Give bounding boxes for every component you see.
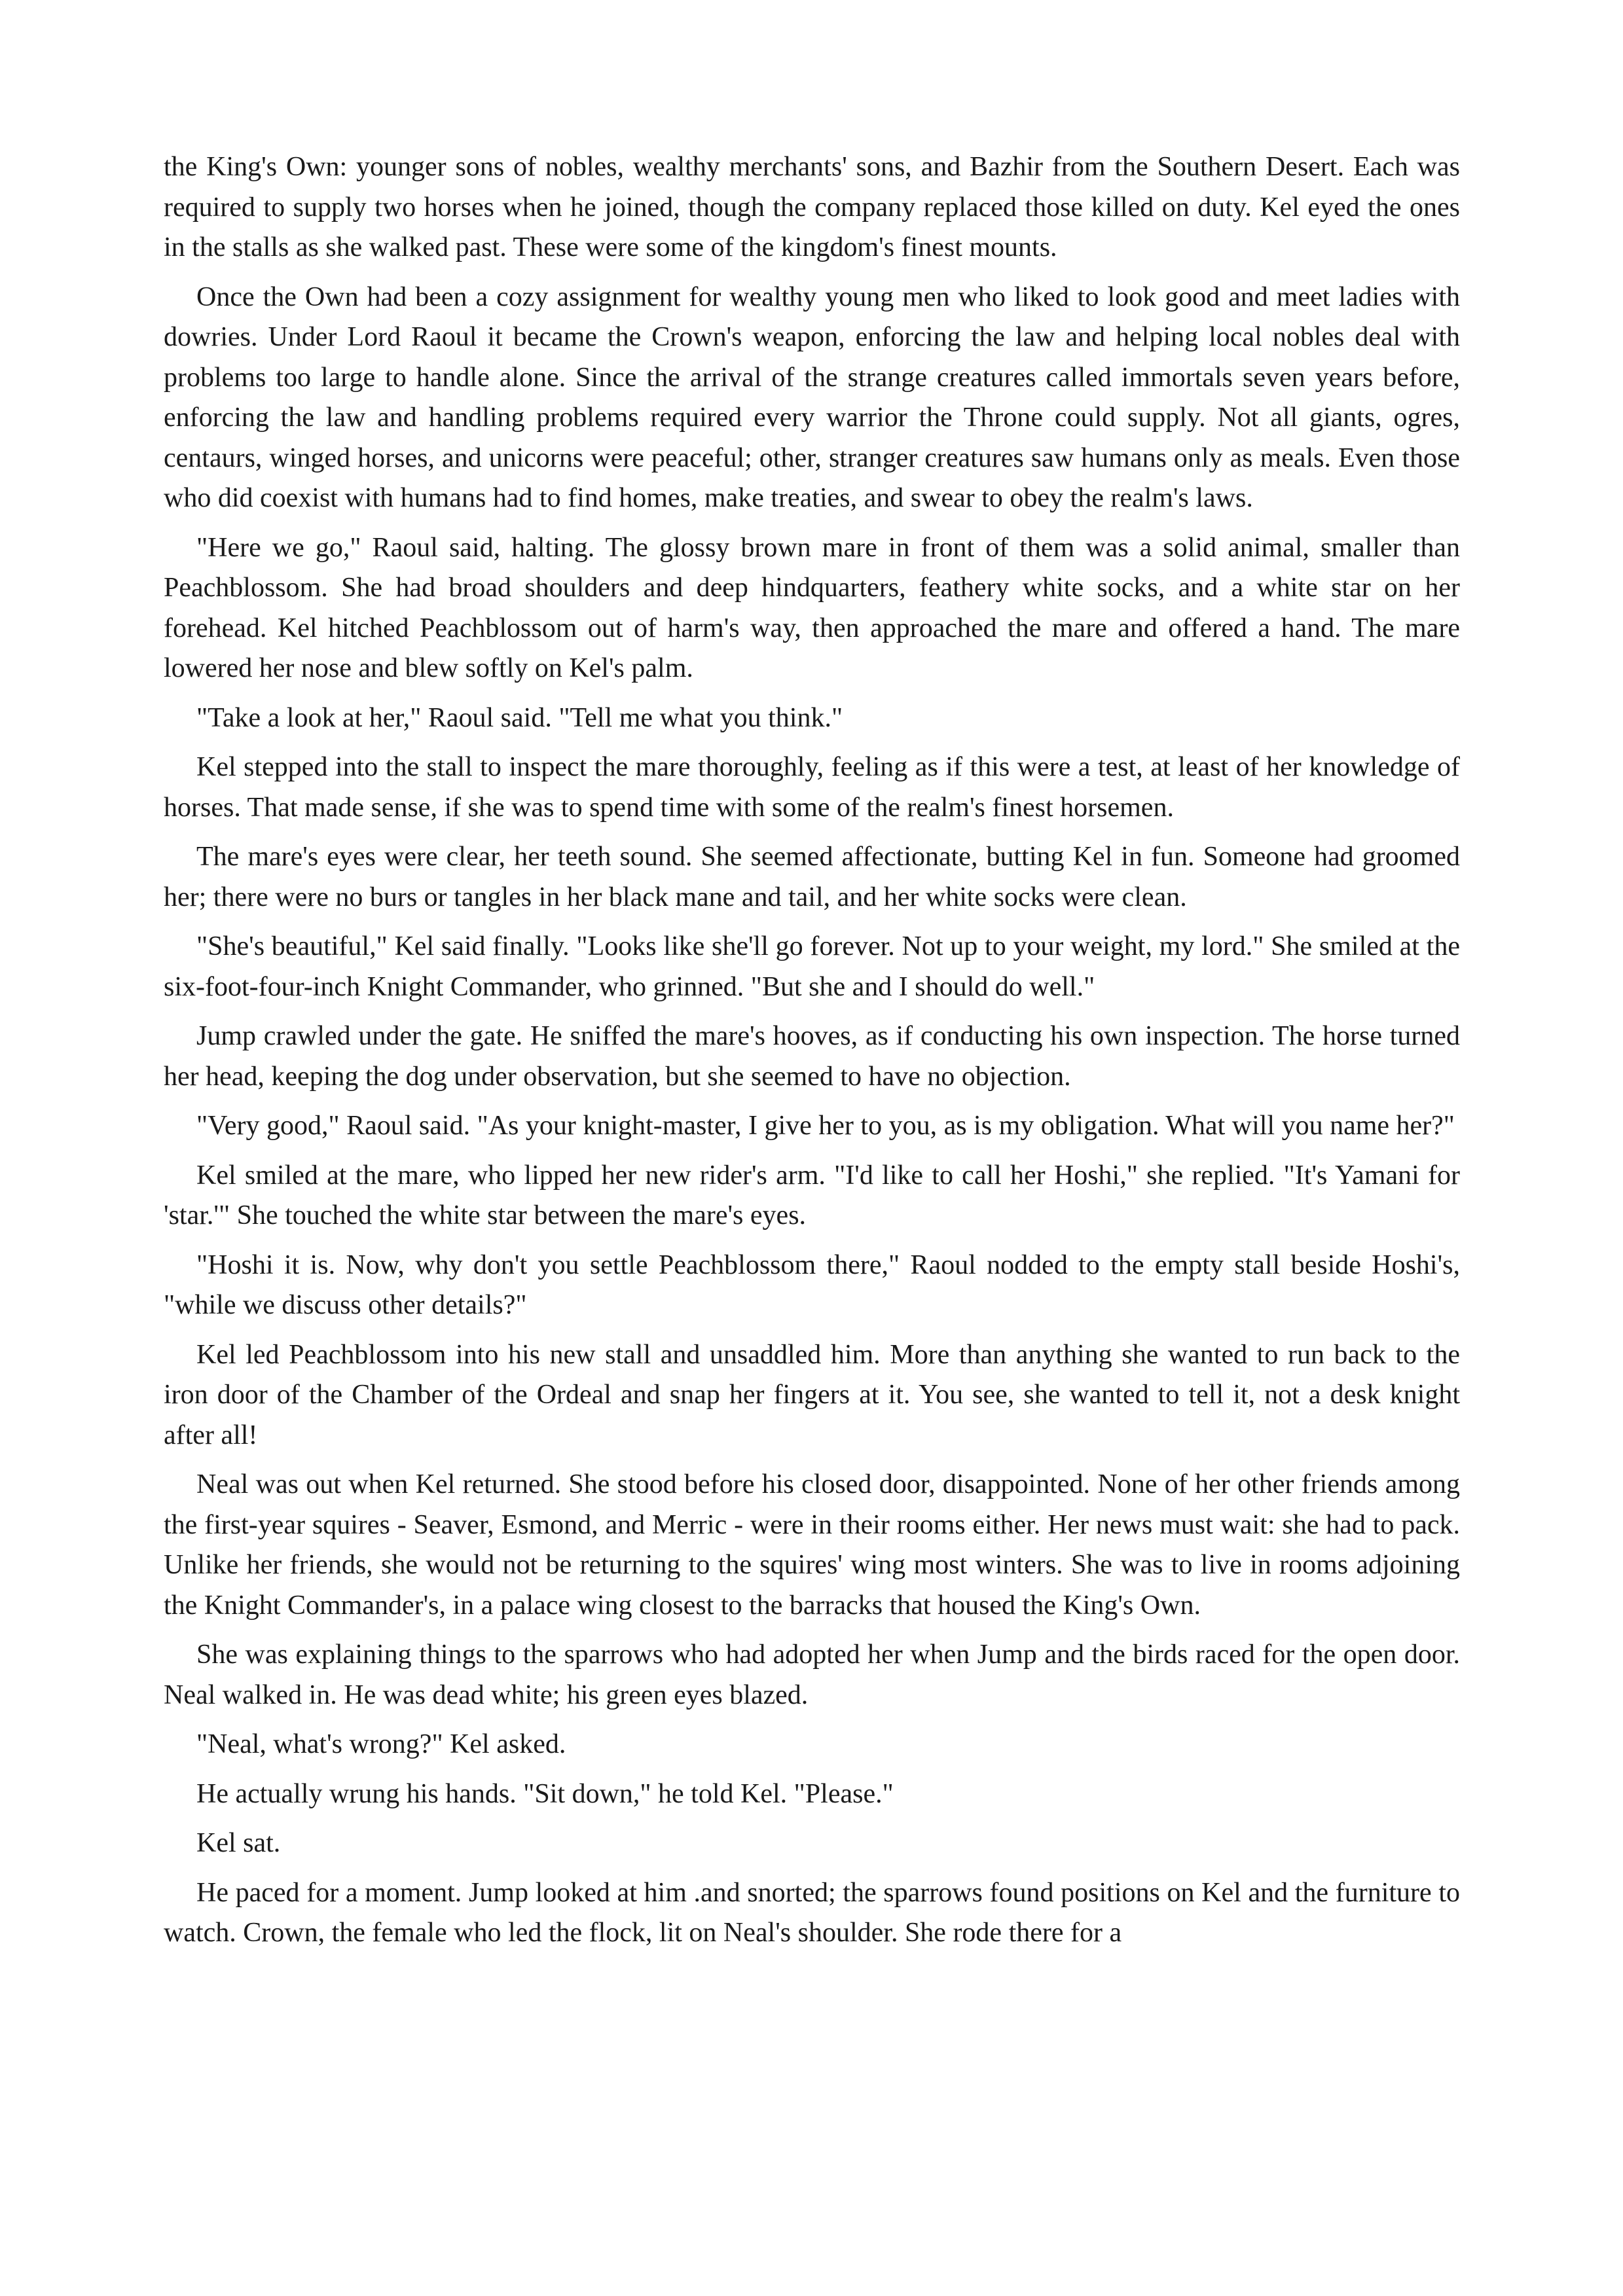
paragraph: He actually wrung his hands. "Sit down," he told Kel. "Please." xyxy=(196,1778,894,1809)
paragraph: Neal was out when Kel returned. She stood before his closed door, disappointed. None of her other friends among the first-year squires - Seaver, Esmond, and Merric - were in their rooms either. Her news must wait: she had to pack. Unlike her friends, she would not be returning to the squires' wing most winters. She was to live in rooms adjoining the Knight Commander's, in a palace wing closest to the barracks that housed the King's Own. xyxy=(164,1469,1460,1621)
paragraph: She was explaining things to the sparrows who had adopted her when Jump and the birds raced for the open door. Neal walked in. He was dead white; his green eyes blazed. xyxy=(164,1640,1460,1710)
paragraph: Kel smiled at the mare, who lipped her new rider's arm. "I'd like to call her Hoshi," she replied. "It's Yamani for 'star.'" She touched the white star between the mare's eyes. xyxy=(164,1160,1460,1230)
paragraph: He paced for a moment. Jump looked at him .and snorted; the sparrows found positions on Kel and the furniture to watch. Crown, the female who led the flock, lit on Neal's shoulder. She rode there for a xyxy=(164,1877,1460,1948)
paragraph: "Very good," Raoul said. "As your knight-master, I give her to you, as is my obligation. What will you name her?" xyxy=(196,1111,1455,1141)
paragraph: The mare's eyes were clear, her teeth sound. She seemed affectionate, butting Kel in fun. Someone had groomed her; there were no burs or tangles in her black mane and tail, and her white socks were clean. xyxy=(164,842,1460,912)
paragraph: "She's beautiful," Kel said finally. "Looks like she'll go forever. Not up to your weight, my lord." She smiled at the six-foot-four-inch Knight Commander, who grinned. "But she and I should do well." xyxy=(164,931,1460,1002)
paragraph: "Hoshi it is. Now, why don't you settle Peachblossom there," Raoul nodded to the empty stall beside Hoshi's, "while we discuss other details?" xyxy=(164,1249,1460,1320)
paragraph: Kel stepped into the stall to inspect the mare thoroughly, feeling as if this were a test, at least of her knowledge of horses. That made sense, if she was to spend time with some of the realm's finest horsemen. xyxy=(164,752,1460,823)
page-body xyxy=(164,147,1460,2209)
paragraph: Kel led Peachblossom into his new stall and unsaddled him. More than anything she wanted to run back to the iron door of the Chamber of the Ordeal and snap her fingers at it. You see, she wanted to tell it, not a desk knight after all! xyxy=(164,1339,1460,1450)
paragraph: Kel sat. xyxy=(196,1828,281,1858)
paragraph: "Take a look at her," Raoul said. "Tell me what you think." xyxy=(196,702,843,733)
paragraph: Jump crawled under the gate. He sniffed the mare's hooves, as if conducting his own inspection. The horse turned her head, keeping the dog under observation, but she seemed to have no objection. xyxy=(164,1021,1460,1092)
paragraph: Once the Own had been a cozy assignment for wealthy young men who liked to look good and meet ladies with dowries. Under Lord Raoul it became the Crown's weapon, enforcing the law and helping local nobles deal with problems too large to handle alone. Since the arrival of the strange creatures called immortals seven years before, enforcing the law and handling problems required every warrior the Throne could supply. Not all giants, ogres, centaurs, winged horses, and unicorns were peaceful; other, stranger creatures saw humans only as meals. Even those who did coexist with humans had to find homes, make treaties, and swear to obey the realm's laws. xyxy=(164,281,1460,513)
paragraph: "Neal, what's wrong?" Kel asked. xyxy=(196,1729,566,1759)
paragraph: "Here we go," Raoul said, halting. The glossy brown mare in front of them was a solid animal, smaller than Peachblossom. She had broad shoulders and deep hindquarters, feathery white socks, and a white star on her forehead. Kel hitched Peachblossom out of harm's way, then approached the mare and offered a hand. The mare lowered her nose and blew softly on Kel's palm. xyxy=(164,532,1460,683)
paragraph: the King's Own: younger sons of nobles, wealthy merchants' sons, and Bazhir from the Southern Desert. Each was required to supply two horses when he joined, though the company replaced those killed on duty. Kel eyed the ones in the stalls as she walked past. These were some of the kingdom's finest mounts. xyxy=(164,152,1460,262)
